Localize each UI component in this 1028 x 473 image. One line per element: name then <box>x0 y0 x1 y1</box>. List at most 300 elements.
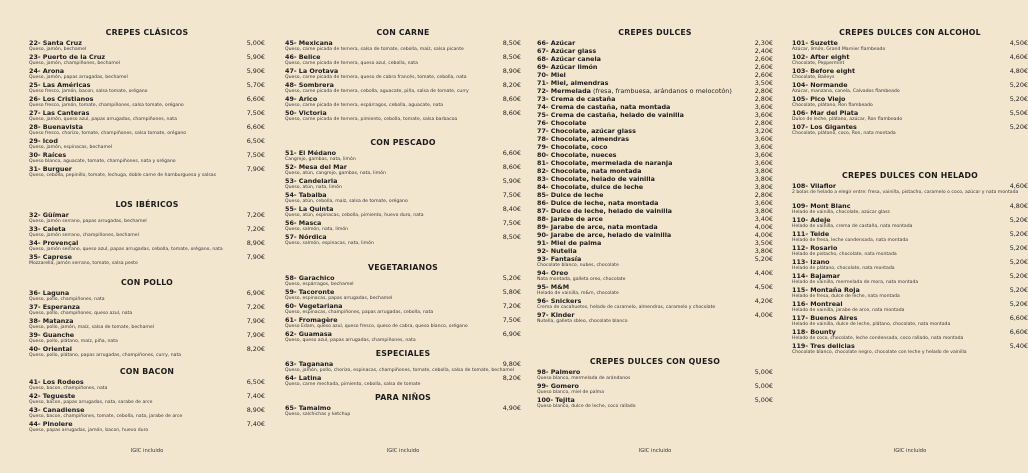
menu-item <box>285 233 521 247</box>
item-name: 79- Chocolate, coco <box>537 143 608 151</box>
item-price: 5,50€ <box>1009 109 1028 117</box>
item-description: Nutella, galleta sbleo, chocolate blanco <box>537 319 628 324</box>
item-price: 7,90€ <box>246 317 265 325</box>
item-price: 7,90€ <box>246 165 265 173</box>
item-name: 74- Crema de castaña, nata montada <box>537 103 671 111</box>
item-name: 104- Normande <box>792 81 848 89</box>
item-name: 106- Mar del Plata <box>792 109 859 117</box>
item-description: Queso, bacon, champiñones, tomate, cebolla, nata, jarabe de arce <box>29 414 183 419</box>
menu-section <box>792 170 1028 356</box>
item-description: Queso fresco, jamón, tomate, champiñones, salsa tomate, orégano <box>29 103 184 108</box>
item-price: 6,60€ <box>246 95 265 103</box>
menu-item <box>285 149 521 163</box>
item-price: 3,60€ <box>754 199 773 207</box>
item-price: 2,60€ <box>754 63 773 71</box>
item-name: 103- Before eight <box>792 67 856 75</box>
item-price: 3,60€ <box>754 135 773 143</box>
menu-item <box>537 119 773 127</box>
item-description: 2 bolas de helado a elegir entre: fresa, vainilla, pistacho, caramelo o coco, azúcar y nata montada <box>792 190 1019 195</box>
menu-item <box>537 396 773 410</box>
item-price: 8,40€ <box>502 205 521 213</box>
item-description: Queso, pollo, plátano, papas arrugadas, champiñones, curry, nata <box>29 353 182 358</box>
menu-section <box>29 277 265 359</box>
item-description: Queso blanco, aguacate, tomate, champiñones, nata y orégano <box>29 159 176 164</box>
item-name: 47- La Orotava <box>285 67 339 75</box>
item-price: 4,40€ <box>754 269 773 277</box>
item-name: 50- Victoria <box>285 109 327 117</box>
section-title: CON PESCADO <box>370 138 436 147</box>
menu-item <box>537 223 773 231</box>
item-description: Nata montada, galleta oreo, chocolate <box>537 277 626 282</box>
menu-item <box>285 374 521 388</box>
item-name: 73- Crema de castaña <box>537 95 616 103</box>
menu-item <box>285 288 521 302</box>
item-name: 80- Chocolate, nueces <box>537 151 617 159</box>
item-name: 64- Latina <box>285 374 322 382</box>
item-name: 100- Tejita <box>537 396 575 404</box>
item-name: 66- Azúcar <box>537 39 576 47</box>
menu-item <box>537 143 773 151</box>
item-description: Queso, salmón, nata, limón <box>285 227 349 232</box>
item-price: 3,80€ <box>754 207 773 215</box>
item-price: 3,80€ <box>754 167 773 175</box>
item-description: Helado de plátano, chocolate, nata montada <box>792 266 895 271</box>
item-price: 2,60€ <box>754 71 773 79</box>
menu-item <box>537 47 773 55</box>
item-price: 6,90€ <box>502 330 521 338</box>
item-description: Queso, salchichas y ketchup <box>285 412 351 417</box>
item-price: 3,80€ <box>754 247 773 255</box>
menu-item <box>537 269 773 283</box>
item-name: 39- Guanche <box>29 331 75 339</box>
menu-item <box>285 191 521 205</box>
item-price: 5,20€ <box>1009 286 1028 294</box>
menu-section <box>285 137 521 247</box>
menu-item <box>29 109 265 123</box>
item-price: 7,20€ <box>246 225 265 233</box>
item-description: Queso, carne mechada, pimiento, cebolla, salsa de tomate <box>285 382 421 387</box>
item-price: 6,50€ <box>246 137 265 145</box>
item-name: 55- La Quinta <box>285 205 334 213</box>
item-name: 117- Buenos Aires <box>792 314 858 322</box>
item-name: 57- Nórdica <box>285 233 327 241</box>
tax-note: IGIC incluido <box>130 448 164 454</box>
item-name: 60- Vegetariana <box>285 302 343 310</box>
item-price: 8,50€ <box>502 233 521 241</box>
item-price: 4,60€ <box>1009 53 1028 61</box>
item-name: 61- Fromagère <box>285 316 338 324</box>
item-name: 71- Miel, almendras <box>537 79 609 87</box>
item-description: Queso, carne picada de ternera, espárragos, cebolla, aguacate, nata <box>285 103 444 108</box>
item-price: 5,20€ <box>1009 123 1028 131</box>
item-description: Queso, atún, cebolla, maíz, salsa de tomate, orégano <box>285 199 408 204</box>
item-description: Queso, espinacas, champiñones, papas arrugadas, cebolla, nata <box>285 310 434 315</box>
item-description: Azúcar, limón, Grand Marnier flambeado <box>792 47 886 52</box>
menu-item <box>537 183 773 191</box>
menu-column-1 <box>29 0 265 473</box>
menu-column-2 <box>285 0 521 473</box>
item-name: 51- El Médano <box>285 149 337 157</box>
item-name: 32- Güímar <box>29 211 69 219</box>
menu-item <box>537 151 773 159</box>
item-name: 72- Mermelada <box>537 87 591 95</box>
item-price: 5,20€ <box>1009 81 1028 89</box>
item-description: Chocolate, Baileys <box>792 75 835 80</box>
menu-item <box>285 360 521 374</box>
menu-item <box>29 165 265 179</box>
item-description: Queso blanco, dulce de leche, coco rallado <box>537 404 636 409</box>
menu-item <box>29 420 265 434</box>
menu-item <box>285 330 521 344</box>
menu-item <box>285 205 521 219</box>
item-description: Queso, salmón, espinacas, nata, limón <box>285 241 374 246</box>
section-title: PARA NIÑOS <box>375 393 431 402</box>
item-price: 6,60€ <box>502 149 521 157</box>
item-name: 58- Garachico <box>285 274 335 282</box>
item-description: Azúcar, manzana, canela, Calvados flambeado <box>792 89 900 94</box>
menu-section <box>29 199 265 267</box>
menu-item <box>29 225 265 239</box>
item-price: 7,50€ <box>502 191 521 199</box>
item-name: 111- Teide <box>792 230 830 238</box>
item-name: 108- Vilaflor <box>792 182 837 190</box>
item-description: Helado de pistacho, chocolate, nata montada <box>792 252 897 257</box>
section-title: CREPES DULCES CON ALCOHOL <box>839 28 981 37</box>
menu-item <box>792 95 1028 109</box>
item-name: 40- Oriental <box>29 345 72 353</box>
menu-item <box>29 406 265 420</box>
item-price: 3,50€ <box>754 79 773 87</box>
item-price: 5,00€ <box>754 396 773 404</box>
item-name: 82- Chocolate, nata montada <box>537 167 642 175</box>
item-price: 3,60€ <box>754 143 773 151</box>
item-price: 8,60€ <box>502 163 521 171</box>
menu-item <box>29 239 265 253</box>
item-name: 95- M&M <box>537 283 570 291</box>
item-description: Queso, jamón, champiñones, bechamel <box>29 61 120 66</box>
menu-item <box>537 368 773 382</box>
item-name: 81- Chocolate, mermelada de naranja <box>537 159 673 167</box>
item-price: 8,90€ <box>246 239 265 247</box>
item-description: Queso, atún, nata, limón <box>285 185 342 190</box>
item-name: 48- Sombrera <box>285 81 334 89</box>
item-name: 56- Masca <box>285 219 322 227</box>
menu-item <box>537 103 773 111</box>
menu-item <box>792 67 1028 81</box>
item-price: 4,00€ <box>754 223 773 231</box>
menu-item <box>285 274 521 288</box>
item-description: Queso, carne picada de ternera, cebolla, aguacate, piña, salsa de tomate, curry <box>285 89 469 94</box>
item-description: Helado de coco, chocolate, leche condensada, coco rallado, nata montada <box>792 336 964 341</box>
item-description: Queso blanco, miel de palma <box>537 390 605 395</box>
section-title: CON BACON <box>119 367 175 376</box>
item-description: Dulce de leche, plátano, azúcar, Ron flambeado <box>792 117 903 122</box>
item-name: 42- Tegueste <box>29 392 76 400</box>
item-price: 6,60€ <box>1009 328 1028 336</box>
item-price: 5,00€ <box>246 39 265 47</box>
item-name: 35- Caprese <box>29 253 72 261</box>
item-price: 2,80€ <box>754 119 773 127</box>
item-description: Chocolate, plátano, Ron flambeado <box>792 103 873 108</box>
item-description: Helado de vainilla, mermelada de mora, nata montada <box>792 280 919 285</box>
item-description: Helado de vainilla, m&m, chocolate <box>537 291 619 296</box>
item-price: 2,30€ <box>754 39 773 47</box>
menu-item <box>285 219 521 233</box>
item-name: 96- Snickers <box>537 297 582 305</box>
item-price: 8,60€ <box>502 95 521 103</box>
item-name: 91- Miel de palma <box>537 239 602 247</box>
menu-item <box>537 297 773 311</box>
item-price: 5,20€ <box>1009 300 1028 308</box>
menu-item <box>29 378 265 392</box>
item-name: 107- Los Gigantes <box>792 123 857 131</box>
menu-item <box>285 67 521 81</box>
menu-item <box>537 111 773 119</box>
item-description: Queso, atún, cangrejo, gambas, nata, limón <box>285 171 386 176</box>
item-description: Queso, pollo, champiñones, queso azul, nata <box>29 311 133 316</box>
menu-item <box>792 286 1028 300</box>
item-price: 7,20€ <box>246 211 265 219</box>
menu-section <box>29 27 265 179</box>
menu-item <box>537 159 773 167</box>
item-note: (fresa, frambuesa, arándanos o melocotón) <box>593 87 732 95</box>
menu-item <box>537 283 773 297</box>
menu-item <box>792 202 1028 216</box>
menu-item <box>285 302 521 316</box>
menu-item <box>285 95 521 109</box>
item-price: 6,60€ <box>1009 314 1028 322</box>
item-name: 113- Izano <box>792 258 830 266</box>
menu-item <box>29 211 265 225</box>
item-price: 5,20€ <box>1009 95 1028 103</box>
menu-item <box>537 311 773 325</box>
item-price: 3,60€ <box>754 151 773 159</box>
item-description: Queso, carne picada de ternera, salsa de tomate, cebolla, maíz, salsa picante <box>285 47 464 52</box>
item-description: Queso fresco, chorizo, tomate, champiñones, salsa tomate, orégano <box>29 131 187 136</box>
menu-item <box>792 272 1028 286</box>
menu-section <box>792 27 1028 137</box>
item-name: 110- Adeje <box>792 216 831 224</box>
item-description: Helado de vainilla, dulce de leche, plátano, chocolate, nata montada <box>792 322 951 327</box>
menu-section <box>285 392 521 418</box>
item-price: 2,60€ <box>754 55 773 63</box>
item-name: 49- Arico <box>285 95 318 103</box>
item-price: 3,60€ <box>754 159 773 167</box>
item-name: 26- Los Cristianos <box>29 95 94 103</box>
item-name: 22- Santa Cruz <box>29 39 82 47</box>
item-name: 69- Azúcar limón <box>537 63 598 71</box>
item-description: Queso, jamón, pollo, chorizo, espinacas, champiñones, tomate, cebolla, salsa de tomate, bechamel <box>285 368 514 373</box>
item-name: 33- Caleta <box>29 225 66 233</box>
menu-item <box>792 300 1028 314</box>
item-name: 31- Burguer <box>29 165 72 173</box>
item-price: 5,20€ <box>1009 258 1028 266</box>
item-description: Queso, jamón, queso azul, papas arrugadas, champiñones, nata <box>29 117 177 122</box>
menu-item <box>537 63 773 71</box>
item-description: Mozzarella, jamón serrano, tomate, salsa pesto <box>29 261 138 266</box>
item-name: 76- Chocolate <box>537 119 587 127</box>
item-name: 90- Jarabe de arce, helado de vainilla <box>537 231 672 239</box>
item-price: 7,90€ <box>246 331 265 339</box>
item-name: 45- Mexicana <box>285 39 333 47</box>
item-name: 27- Las Canteras <box>29 109 90 117</box>
item-price: 5,20€ <box>1009 244 1028 252</box>
item-name: 29- Icod <box>29 137 58 145</box>
menu-item <box>285 404 521 418</box>
item-description: Queso, espinacas, papas arrugadas, bechamel <box>285 296 393 301</box>
item-price: 5,20€ <box>502 274 521 282</box>
item-name: 37- Esperanza <box>29 303 80 311</box>
item-description: Queso blanco, mermelada de arándanos <box>537 376 631 381</box>
section-title: VEGETARIANOS <box>368 263 438 272</box>
item-name: 53- Candelaria <box>285 177 338 185</box>
item-description: Queso, jamón, papas arrugadas, bechamel <box>29 75 128 80</box>
item-price: 6,60€ <box>246 123 265 131</box>
item-name: 84- Chocolate, dulce de leche <box>537 183 644 191</box>
item-description: Queso, jamón serrano, champiñones, bechamel <box>29 233 139 238</box>
item-price: 7,20€ <box>246 303 265 311</box>
item-price: 5,20€ <box>1009 216 1028 224</box>
menu-item <box>285 163 521 177</box>
item-price: 4,60€ <box>1009 182 1028 190</box>
item-name: 87- Dulce de leche, helado de vainilla <box>537 207 672 215</box>
item-price: 3,40€ <box>754 215 773 223</box>
menu-item <box>792 81 1028 95</box>
menu-item <box>537 382 773 396</box>
item-price: 7,40€ <box>246 420 265 428</box>
item-description: Helado de fresa, dulce de leche, nata montada <box>792 294 900 299</box>
item-price: 3,80€ <box>754 183 773 191</box>
menu-item <box>792 258 1028 272</box>
item-name: 102- After eight <box>792 53 850 61</box>
menu-item <box>29 253 265 267</box>
item-price: 5,80€ <box>502 288 521 296</box>
menu-item <box>792 109 1028 123</box>
item-name: 88- Jarabe de arce <box>537 215 603 223</box>
menu-section <box>537 27 773 325</box>
item-description: Helado de vainilla, chocolate, azúcar glass <box>792 210 890 215</box>
item-price: 9,80€ <box>502 360 521 368</box>
item-name: 85- Dulce de leche <box>537 191 604 199</box>
item-description: Queso fresco, jamón, bacon, salsa tomate, orégano <box>29 89 148 94</box>
menu-column-3 <box>537 0 773 473</box>
item-price: 8,20€ <box>502 374 521 382</box>
section-title: LOS IBÉRICOS <box>115 200 179 209</box>
item-name: 34- Provençal <box>29 239 79 247</box>
item-name: 24- Arona <box>29 67 65 75</box>
item-price: 7,50€ <box>502 316 521 324</box>
item-name: 83- Chocolate, helado de vainilla <box>537 175 655 183</box>
item-name: 99- Gomero <box>537 382 579 390</box>
item-description: Queso, jamón serrano, papas arrugadas, bechamel <box>29 219 147 224</box>
menu-item <box>29 331 265 345</box>
item-price: 8,60€ <box>502 109 521 117</box>
item-price: 2,40€ <box>754 47 773 55</box>
item-description: Queso Edam, queso azul, queso fresco, queso de cabra, queso blanco, orégano <box>285 324 468 329</box>
item-price: 3,20€ <box>754 127 773 135</box>
item-name: 25- Las Américas <box>29 81 91 89</box>
menu-item <box>285 109 521 123</box>
menu-item <box>29 39 265 53</box>
item-name: 119- Tres delicias <box>792 342 855 350</box>
item-price: 4,50€ <box>1009 39 1028 47</box>
item-price: 8,90€ <box>246 406 265 414</box>
item-price: 7,40€ <box>246 392 265 400</box>
item-name: 93- Fantasía <box>537 255 582 263</box>
item-name: 89- Jarabe de arce, nata montada <box>537 223 658 231</box>
item-price: 4,20€ <box>754 297 773 305</box>
menu-section <box>285 348 521 388</box>
tax-note: IGIC incluido <box>893 448 927 454</box>
item-description: Queso, espárragos, bechamel <box>285 282 354 287</box>
section-title: CREPES DULCES CON HELADO <box>842 171 978 180</box>
menu-section <box>29 366 265 434</box>
item-name: 65- Tamaimo <box>285 404 331 412</box>
section-title: CON POLLO <box>120 278 174 287</box>
item-description: Queso, jamón, bechamel <box>29 47 87 52</box>
item-description: Crema de cacahuetes, helado de caramelo, almendras, caramelo y chocolate <box>537 305 716 310</box>
item-name: 101- Suzette <box>792 39 838 47</box>
item-price: 4,80€ <box>1009 67 1028 75</box>
item-description: Chocolate, Peppermint <box>792 61 845 66</box>
item-description: Chocolate blanco, nubes, chocolate <box>537 263 619 268</box>
item-name: 116- Montreal <box>792 300 843 308</box>
menu-item <box>792 328 1028 342</box>
item-description: Queso, carne picada de ternera, pimiento, cebolla, tomate, salsa barbacoa <box>285 117 458 122</box>
menu-item <box>537 255 773 269</box>
item-price: 6,90€ <box>246 289 265 297</box>
menu-item <box>29 303 265 317</box>
item-description: Queso, carne picada de ternera, queso azul, cebolla, nata <box>285 61 418 66</box>
item-description: Helado de vainilla, jarabe de arce, nata montada <box>792 308 905 313</box>
item-price: 4,80€ <box>1009 202 1028 210</box>
item-name: 109- Mont Blanc <box>792 202 851 210</box>
menu-item <box>537 79 773 87</box>
menu-item <box>792 244 1028 258</box>
menu-item <box>537 39 773 47</box>
item-price: 5,00€ <box>754 382 773 390</box>
item-price: 7,50€ <box>246 109 265 117</box>
item-price: 8,90€ <box>502 67 521 75</box>
item-price: 8,50€ <box>502 53 521 61</box>
menu-item <box>537 199 773 207</box>
menu-item <box>792 123 1028 137</box>
item-description: Queso, bacon, champiñones, nata <box>29 386 108 391</box>
item-name: 59- Tacoronte <box>285 288 335 296</box>
item-price: 5,90€ <box>246 67 265 75</box>
item-price: 2,80€ <box>754 87 773 95</box>
item-description: Helado de fresa, leche condensada, nata montada <box>792 238 909 243</box>
item-name: 114- Bajamar <box>792 272 841 280</box>
menu-item <box>537 55 773 63</box>
item-name: 115- Montaña Roja <box>792 286 860 294</box>
item-name: 54- Tabaiba <box>285 191 327 199</box>
menu-column-4 <box>792 0 1028 473</box>
menu-item <box>285 39 521 53</box>
item-description: Queso, pollo, plátano, maíz, piña, nata <box>29 339 118 344</box>
menu-item <box>792 53 1028 67</box>
item-name: 68- Azúcar canela <box>537 55 601 63</box>
menu-item <box>285 316 521 330</box>
menu-section <box>537 356 773 410</box>
item-description: Cangrejo, gambas, nata, limón <box>285 157 356 162</box>
item-name: 28- Buenavista <box>29 123 83 131</box>
item-price: 3,80€ <box>754 175 773 183</box>
menu-item <box>537 239 773 247</box>
item-price: 5,90€ <box>246 53 265 61</box>
menu-item <box>792 182 1028 202</box>
item-name: 41- Los Rodeos <box>29 378 84 386</box>
